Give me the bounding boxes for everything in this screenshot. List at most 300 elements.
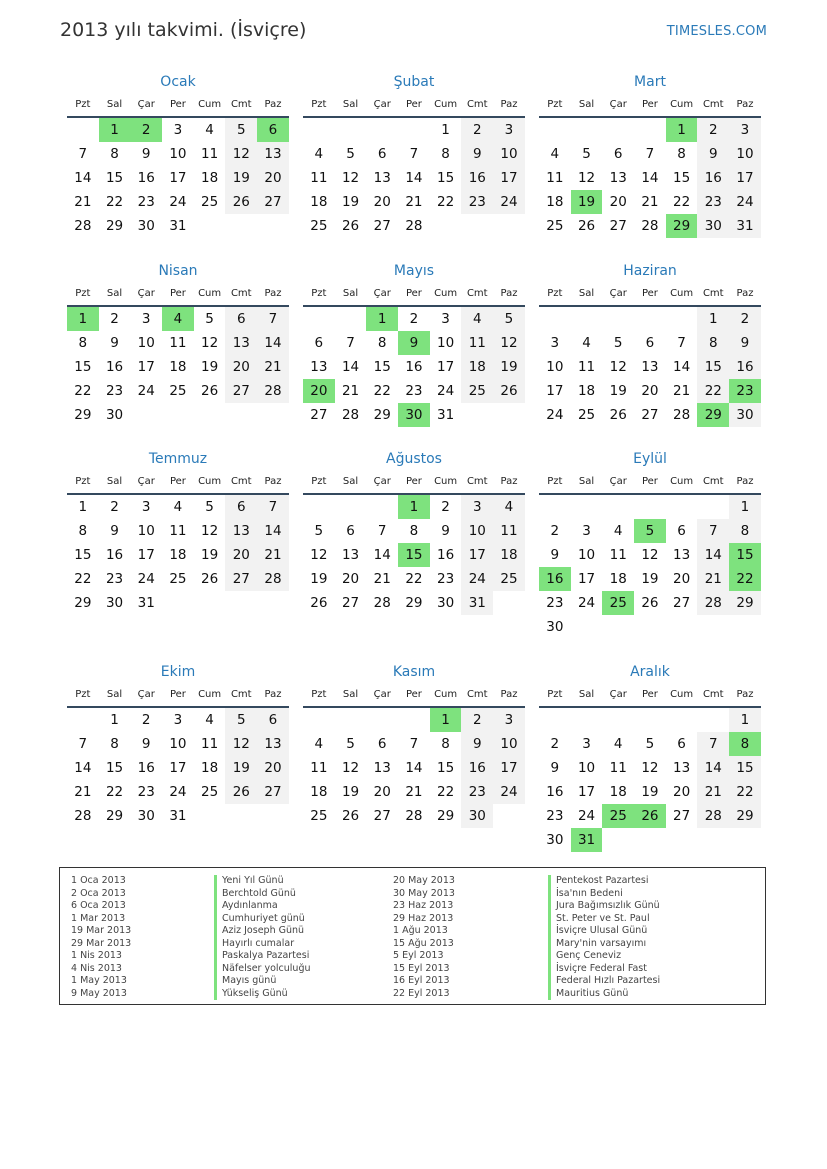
day-cell: 8: [110, 736, 119, 752]
day-cell: 10: [169, 736, 187, 752]
day-cell: 24: [546, 407, 564, 423]
day-cell: 20: [303, 379, 335, 403]
month-block: [67, 662, 289, 828]
day-cell: 15: [437, 760, 455, 776]
day-cell: 16: [405, 359, 423, 375]
weekday-label: Paz: [264, 288, 282, 299]
weekday-label: Cum: [670, 476, 694, 487]
day-cell: 6: [613, 146, 623, 162]
week-row: [303, 519, 525, 543]
day-cell: 15: [105, 760, 124, 776]
weekday-header: [303, 685, 525, 704]
day-cell: 26: [310, 595, 328, 611]
day-cell: 27: [673, 595, 691, 611]
week-row: [67, 166, 289, 190]
week-row: [67, 756, 289, 780]
month-block: [303, 261, 525, 427]
week-row: [539, 190, 761, 214]
week-row: [67, 732, 289, 756]
day-cell: 2: [130, 118, 162, 142]
holiday-name: Yeni Yıl Günü: [214, 875, 311, 888]
day-cell: 12: [341, 760, 360, 776]
day-cell: 1: [729, 708, 761, 732]
day-cell: 29: [74, 407, 92, 423]
week-row: [303, 591, 525, 615]
weekday-label: Per: [641, 288, 658, 299]
weekday-label: Cum: [198, 476, 222, 487]
day-cell: 1: [430, 708, 462, 732]
week-row: [67, 190, 289, 214]
day-cell: 3: [461, 495, 493, 519]
weekday-label: Cum: [434, 689, 458, 700]
empty-day-cell: [571, 118, 603, 142]
week-row: [303, 732, 525, 756]
day-cell: 24: [493, 190, 525, 214]
day-cell: 15: [74, 547, 92, 563]
empty-day-cell: [571, 615, 603, 639]
week-row: [539, 307, 761, 331]
day-cell: 15: [729, 756, 761, 780]
day-cell: 19: [201, 547, 219, 563]
day-cell: 6: [346, 523, 355, 539]
day-cell: 24: [137, 571, 155, 587]
day-cell: 1: [366, 307, 398, 331]
week-row: [303, 190, 525, 214]
week-row: [303, 118, 525, 142]
day-cell: 23: [546, 808, 564, 824]
day-cell: 15: [437, 170, 455, 186]
holiday-date: 30 May 2013: [393, 887, 455, 899]
day-cell: 20: [225, 355, 257, 379]
empty-day-cell: [571, 495, 603, 519]
day-cell: 18: [310, 784, 328, 800]
day-cell: 17: [437, 359, 455, 375]
day-cell: 24: [729, 190, 761, 214]
day-cell: 19: [641, 571, 659, 587]
day-cell: 16: [137, 760, 155, 776]
day-cell: 14: [405, 170, 423, 186]
week-row: [67, 567, 289, 591]
empty-day-cell: [493, 403, 525, 427]
day-cell: 23: [105, 571, 124, 587]
empty-day-cell: [634, 118, 666, 142]
day-cell: 29: [697, 403, 729, 427]
day-cell: 6: [677, 523, 686, 539]
day-cell: 12: [609, 359, 627, 375]
day-cell: 30: [437, 595, 455, 611]
empty-day-cell: [666, 828, 698, 852]
empty-day-cell: [366, 495, 398, 519]
day-cell: 6: [645, 335, 655, 351]
weekday-label: Per: [169, 476, 186, 487]
empty-day-cell: [493, 591, 525, 615]
weekday-label: Cmt: [230, 476, 252, 487]
week-row: [303, 708, 525, 732]
day-cell: 28: [74, 808, 92, 824]
day-cell: 8: [697, 331, 729, 355]
month-name: Temmuz: [148, 451, 208, 467]
day-cell: 11: [169, 523, 187, 539]
day-cell: 4: [205, 712, 214, 728]
weekday-header: [303, 95, 525, 114]
weekday-label: Pzt: [311, 689, 327, 700]
day-cell: 10: [137, 523, 155, 539]
day-cell: 14: [697, 756, 729, 780]
empty-day-cell: [666, 615, 698, 639]
holiday-date: 15 Ağu 2013: [393, 937, 454, 949]
week-row: [539, 519, 761, 543]
weekday-label: Sal: [342, 288, 359, 299]
day-cell: 14: [641, 170, 659, 186]
day-cell: 10: [493, 142, 525, 166]
day-cell: 18: [546, 194, 564, 210]
weekday-label: Sal: [342, 689, 359, 700]
day-cell: 2: [409, 311, 419, 327]
day-cell: 8: [729, 519, 761, 543]
weekday-label: Sal: [106, 476, 123, 487]
day-cell: 24: [169, 194, 187, 210]
day-cell: 1: [666, 118, 698, 142]
day-cell: 14: [341, 359, 360, 375]
weekday-label: Çar: [137, 689, 155, 700]
holiday-name: Federal Hızlı Pazartesi: [548, 975, 660, 988]
week-row: [303, 142, 525, 166]
day-cell: 20: [373, 784, 391, 800]
brand-link[interactable]: TIMESLES.COM: [666, 24, 767, 39]
day-cell: 8: [78, 523, 88, 539]
empty-day-cell: [194, 591, 226, 615]
weekday-label: Cum: [434, 99, 458, 110]
day-cell: 4: [314, 146, 324, 162]
day-cell: 19: [609, 383, 627, 399]
week-row: [303, 166, 525, 190]
day-cell: 15: [105, 170, 124, 186]
weekday-label: Çar: [609, 99, 627, 110]
day-cell: 10: [577, 547, 596, 563]
weekday-label: Paz: [264, 689, 282, 700]
day-cell: 23: [546, 595, 564, 611]
day-cell: 28: [373, 595, 391, 611]
weekday-label: Çar: [373, 689, 391, 700]
weekday-label: Per: [405, 288, 422, 299]
week-row: [539, 615, 761, 639]
day-cell: 21: [373, 571, 391, 587]
week-row: [67, 355, 289, 379]
holiday-name: Näfelser yolculuğu: [214, 963, 311, 976]
week-row: [539, 403, 761, 427]
empty-day-cell: [729, 615, 761, 639]
day-cell: 21: [641, 194, 659, 210]
day-cell: 2: [697, 118, 729, 142]
weekday-label: Sal: [106, 288, 123, 299]
day-cell: 4: [461, 307, 493, 331]
day-cell: 28: [641, 218, 659, 234]
day-cell: 27: [310, 407, 328, 423]
day-cell: 28: [697, 591, 729, 615]
weekday-label: Cmt: [230, 288, 252, 299]
day-cell: 18: [201, 760, 219, 776]
empty-day-cell: [634, 708, 666, 732]
holiday-name: İsa'nın Bedeni: [548, 888, 660, 901]
day-cell: 17: [577, 571, 596, 587]
month-name: Eylül: [633, 451, 667, 467]
day-cell: 22: [437, 194, 455, 210]
day-cell: 26: [201, 571, 219, 587]
day-cell: 9: [697, 142, 729, 166]
day-cell: 22: [105, 194, 124, 210]
holiday-name: Genç Ceneviz: [548, 950, 660, 963]
empty-day-cell: [493, 804, 525, 828]
day-cell: 12: [201, 523, 219, 539]
day-cell: 11: [201, 146, 219, 162]
weekday-label: Cum: [434, 476, 458, 487]
day-cell: 29: [373, 407, 391, 423]
holiday-name: Aydınlanma: [214, 900, 311, 913]
weekday-label: Cmt: [466, 99, 488, 110]
holiday-names-column: [548, 875, 660, 1000]
day-cell: 18: [609, 784, 627, 800]
weekday-header: [303, 284, 525, 303]
day-cell: 16: [697, 166, 729, 190]
day-cell: 22: [729, 780, 761, 804]
day-cell: 4: [613, 736, 623, 752]
day-cell: 13: [373, 760, 391, 776]
day-cell: 11: [609, 547, 627, 563]
day-cell: 21: [74, 194, 92, 210]
day-cell: 30: [137, 218, 155, 234]
day-cell: 7: [697, 519, 729, 543]
month-block: [539, 261, 761, 427]
day-cell: 22: [729, 567, 761, 591]
empty-day-cell: [335, 495, 367, 519]
week-row: [303, 780, 525, 804]
holiday-name: İsviçre Federal Fast: [548, 963, 660, 976]
holiday-name: St. Peter ve St. Paul: [548, 913, 660, 926]
day-cell: 2: [141, 712, 151, 728]
day-cell: 14: [74, 760, 92, 776]
weekday-label: Cum: [434, 288, 458, 299]
day-cell: 10: [577, 760, 596, 776]
day-cell: 12: [225, 732, 257, 756]
holiday-date: 9 May 2013: [71, 987, 127, 999]
day-cell: 26: [341, 808, 360, 824]
day-cell: 31: [169, 218, 187, 234]
day-cell: 3: [441, 311, 450, 327]
day-cell: 20: [257, 166, 289, 190]
weekday-label: Sal: [578, 689, 595, 700]
day-cell: 13: [673, 760, 691, 776]
day-cell: 27: [609, 218, 627, 234]
holiday-date: 29 Haz 2013: [393, 912, 454, 924]
weekday-label: Cmt: [702, 689, 724, 700]
day-cell: 18: [609, 571, 627, 587]
day-cell: 25: [310, 218, 328, 234]
day-cell: 18: [169, 547, 187, 563]
day-cell: 21: [74, 784, 92, 800]
weekday-label: Sal: [578, 288, 595, 299]
day-cell: 15: [74, 359, 92, 375]
week-row: [539, 804, 761, 828]
day-cell: 17: [577, 784, 596, 800]
day-cell: 10: [437, 335, 455, 351]
day-cell: 9: [550, 760, 560, 776]
day-cell: 3: [493, 118, 525, 142]
weekday-label: Paz: [736, 689, 754, 700]
week-row: [67, 708, 289, 732]
day-cell: 4: [613, 523, 623, 539]
day-cell: 17: [137, 547, 155, 563]
empty-day-cell: [602, 828, 634, 852]
day-cell: 9: [461, 732, 493, 756]
empty-day-cell: [225, 214, 257, 238]
day-cell: 29: [666, 214, 698, 238]
day-cell: 23: [405, 383, 423, 399]
holiday-name: Cumhuriyet günü: [214, 913, 311, 926]
day-cell: 28: [341, 407, 360, 423]
empty-day-cell: [303, 118, 335, 142]
weekday-label: Sal: [106, 99, 123, 110]
day-cell: 19: [310, 571, 328, 587]
day-cell: 18: [493, 543, 525, 567]
month-block: [539, 662, 761, 852]
day-cell: 1: [729, 495, 761, 519]
weekday-header: [67, 284, 289, 303]
day-cell: 7: [78, 736, 88, 752]
day-cell: 25: [169, 571, 187, 587]
empty-day-cell: [162, 591, 194, 615]
weekday-label: Sal: [578, 99, 595, 110]
day-cell: 24: [577, 595, 596, 611]
day-cell: 13: [341, 547, 360, 563]
day-cell: 11: [546, 170, 564, 186]
weekday-header: [539, 95, 761, 114]
weekday-header: [303, 472, 525, 491]
weekday-label: Paz: [500, 689, 518, 700]
weekday-label: Per: [405, 99, 422, 110]
weekday-header: [67, 685, 289, 704]
day-cell: 23: [461, 780, 493, 804]
day-cell: 13: [225, 519, 257, 543]
day-cell: 10: [137, 335, 155, 351]
day-cell: 4: [314, 736, 324, 752]
day-cell: 9: [141, 146, 151, 162]
day-cell: 1: [67, 307, 99, 331]
day-cell: 8: [409, 523, 419, 539]
day-cell: 29: [437, 808, 455, 824]
day-cell: 17: [169, 170, 187, 186]
day-cell: 2: [110, 499, 119, 515]
weekday-label: Per: [169, 99, 186, 110]
day-cell: 1: [697, 307, 729, 331]
day-cell: 2: [441, 499, 450, 515]
day-cell: 21: [697, 780, 729, 804]
empty-day-cell: [602, 708, 634, 732]
day-cell: 24: [437, 383, 455, 399]
week-row: [303, 543, 525, 567]
empty-day-cell: [225, 403, 257, 427]
day-cell: 5: [205, 499, 214, 515]
empty-day-cell: [461, 403, 493, 427]
day-cell: 8: [729, 732, 761, 756]
empty-day-cell: [461, 214, 493, 238]
day-cell: 27: [341, 595, 360, 611]
day-cell: 23: [137, 194, 155, 210]
holiday-date: 5 Eyl 2013: [393, 950, 444, 961]
day-cell: 27: [373, 218, 391, 234]
day-cell: 26: [577, 218, 596, 234]
weekday-label: Paz: [736, 288, 754, 299]
day-cell: 16: [105, 547, 124, 563]
day-cell: 27: [641, 407, 659, 423]
day-cell: 13: [225, 331, 257, 355]
month-block: [67, 261, 289, 427]
day-cell: 7: [257, 307, 289, 331]
day-cell: 5: [346, 736, 355, 752]
day-cell: 17: [169, 760, 187, 776]
day-cell: 3: [141, 499, 151, 515]
empty-day-cell: [225, 804, 257, 828]
holiday-date: 15 Eyl 2013: [393, 962, 450, 974]
month-block: [539, 72, 761, 238]
day-cell: 7: [257, 495, 289, 519]
day-cell: 14: [373, 547, 391, 563]
holiday-date: 20 May 2013: [393, 875, 455, 886]
week-row: [303, 214, 525, 238]
day-cell: 22: [405, 571, 423, 587]
weekday-label: Çar: [373, 476, 391, 487]
day-cell: 18: [201, 170, 219, 186]
weekday-label: Çar: [609, 288, 627, 299]
day-cell: 23: [137, 784, 155, 800]
day-cell: 2: [550, 523, 560, 539]
day-cell: 14: [697, 543, 729, 567]
day-cell: 28: [74, 218, 92, 234]
day-cell: 8: [78, 335, 88, 351]
weekday-label: Per: [405, 476, 422, 487]
day-cell: 21: [697, 567, 729, 591]
weekday-label: Cum: [198, 288, 222, 299]
day-cell: 23: [697, 190, 729, 214]
day-cell: 29: [105, 218, 124, 234]
day-cell: 27: [257, 780, 289, 804]
day-cell: 11: [310, 170, 328, 186]
week-row: [539, 214, 761, 238]
day-cell: 20: [673, 784, 691, 800]
empty-day-cell: [366, 118, 398, 142]
empty-day-cell: [602, 495, 634, 519]
day-cell: 22: [697, 379, 729, 403]
weekday-label: Cmt: [702, 288, 724, 299]
month-name: Mart: [634, 74, 666, 90]
empty-day-cell: [194, 804, 226, 828]
week-row: [303, 307, 525, 331]
week-row: [539, 591, 761, 615]
month-block: [303, 662, 525, 828]
holiday-names-column: [214, 875, 311, 1000]
day-cell: 3: [173, 122, 183, 138]
empty-day-cell: [697, 615, 729, 639]
holiday-date: 1 Ağu 2013: [393, 925, 448, 936]
week-row: [67, 379, 289, 403]
empty-day-cell: [225, 591, 257, 615]
weekday-header: [539, 284, 761, 303]
day-cell: 16: [461, 756, 493, 780]
day-cell: 25: [201, 784, 219, 800]
empty-day-cell: [634, 828, 666, 852]
weekday-label: Sal: [106, 689, 123, 700]
week-row: [539, 708, 761, 732]
week-row: [67, 214, 289, 238]
